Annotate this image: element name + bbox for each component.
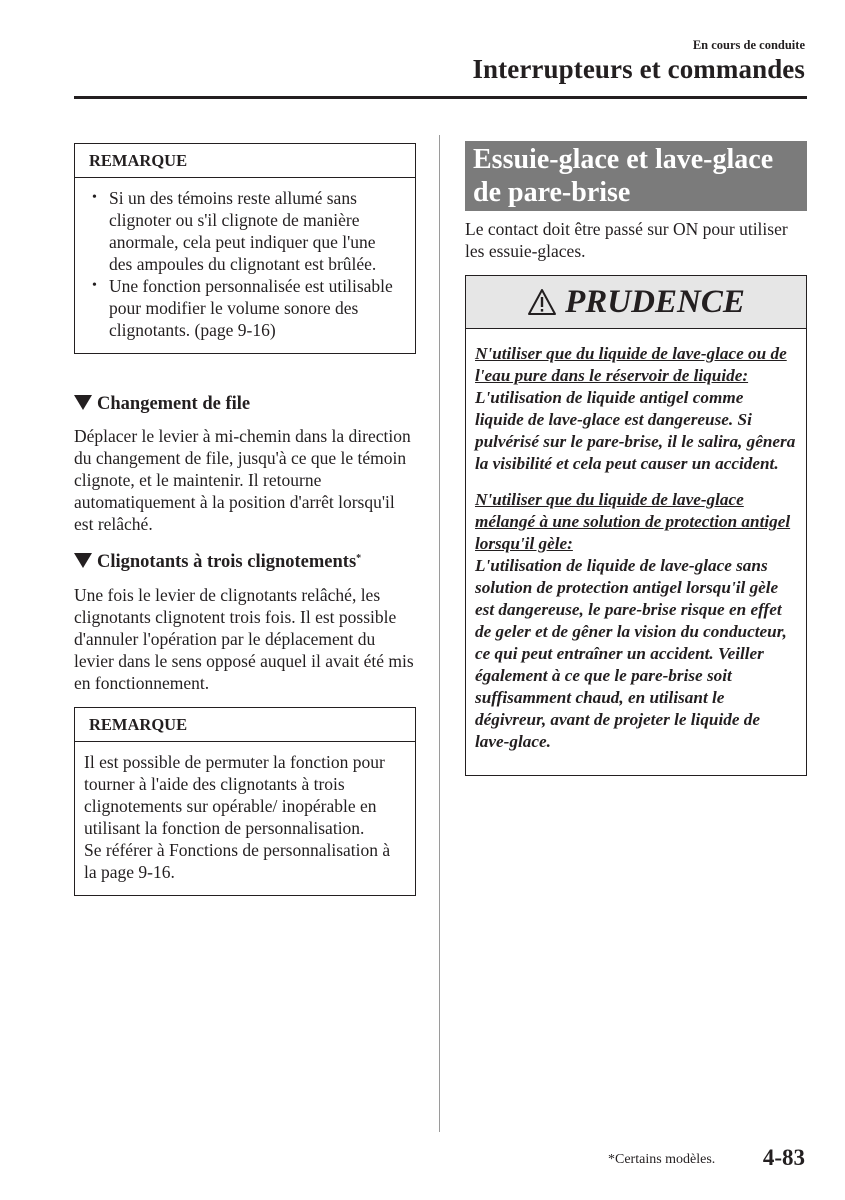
right-column bbox=[465, 141, 807, 776]
caution-body bbox=[466, 329, 806, 775]
remark-box-1 bbox=[74, 143, 416, 354]
lane-change-heading: Changement de file bbox=[74, 394, 416, 415]
caution-heading: PRUDENCE bbox=[565, 283, 745, 320]
triple-flash-heading: Clignotants à trois clignotements * bbox=[74, 552, 416, 573]
warning-triangle-icon bbox=[527, 288, 557, 316]
section-marker-icon bbox=[74, 395, 92, 410]
intro-text: Le contact doit être passé sur ON pour utiliser les essuie-glaces. bbox=[465, 219, 788, 261]
header-rule bbox=[74, 96, 807, 99]
page-number: 4-83 bbox=[762, 1145, 805, 1170]
caution-block-1 bbox=[475, 343, 796, 475]
remark-text: Se référer à Fonctions de personnalisation à la page 9-16. bbox=[84, 840, 391, 882]
caution-header bbox=[466, 276, 806, 329]
section-title: Essuie-glace et lave-glace de pare-brise bbox=[465, 141, 807, 211]
caution-block-2 bbox=[475, 489, 796, 753]
left-column bbox=[74, 143, 416, 896]
remark-list bbox=[88, 187, 401, 341]
triple-flash-text: Une fois le levier de clignotants relâché, les clignotants clignotent trois fois. Il est possible d'annuler l'opération par le déplacement du levier dans le sens opposé auquel il avait été mis en fonctionnement. bbox=[74, 585, 414, 693]
caution-block-text: L'utilisation de liquide de lave-glace sans solution de protection antigel lorsqu'il gèle est dangereuse, le pare-brise risque en effet de geler et de gêner la vision du conducteur, ce qui peut entraîner un accident. Veiller également à ce que le pare-brise soit suffisamment chaud, en utilisant le dégivreur, avant de projeter le liquide de lave-glace. bbox=[475, 556, 787, 751]
page-title: Interrupteurs et commandes bbox=[472, 54, 805, 84]
triple-flash-section bbox=[74, 552, 416, 694]
lane-change-section bbox=[74, 394, 416, 535]
remark-heading: REMARQUE bbox=[75, 144, 415, 178]
header-section-label: En cours de conduite bbox=[692, 38, 805, 52]
footnote-asterisk: * bbox=[356, 553, 362, 564]
remark-text: Il est possible de permuter la fonction pour tourner à l'aide des clignotants à trois clignotements sur opérable/ inopérable en utilisant la fonction de personnalisation. bbox=[84, 752, 385, 838]
remark-item: • Si un des témoins reste allumé sans clignoter ou s'il clignote de manière anormale, cela peut indiquer que l'une des ampoules du clignotant est brûlée. bbox=[88, 187, 401, 275]
section-marker-icon bbox=[74, 553, 92, 568]
remark-item: • Une fonction personnalisée est utilisable pour modifier le volume sonore des clignotants. (page 9-16) bbox=[88, 275, 401, 341]
footnote: *Certains modèles. bbox=[608, 1152, 716, 1167]
lane-change-text: Déplacer le levier à mi-chemin dans la direction du changement de file, jusqu'à ce que le témoin clignote, et le maintenir. Il retourne automatiquement à la position d'arrêt lorsqu'il est relâché. bbox=[74, 426, 411, 534]
remark-heading: REMARQUE bbox=[75, 708, 415, 742]
column-divider bbox=[439, 135, 440, 1132]
caution-block-title: N'utiliser que du liquide de lave-glace mélangé à une solution de protection antigel lorsqu'il gèle: bbox=[475, 490, 791, 553]
caution-box bbox=[465, 275, 807, 776]
caution-block-text: L'utilisation de liquide antigel comme liquide de lave-glace est dangereuse. Si pulvérisé sur le pare-brise, il le salira, gênera la visibilité et cela peut causer un accident. bbox=[475, 388, 796, 473]
caution-block-title: N'utiliser que du liquide de lave-glace ou de l'eau pure dans le réservoir de liquide: bbox=[475, 344, 787, 385]
remark-box-2 bbox=[74, 707, 416, 896]
